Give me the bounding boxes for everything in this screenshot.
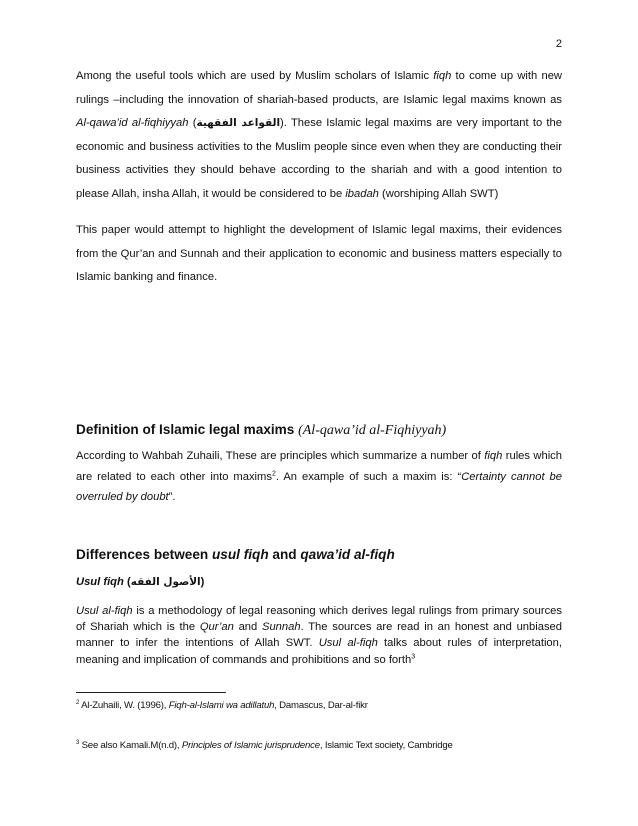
footnote-title: Principles of Islamic jurisprudence <box>181 740 320 751</box>
text-run: and <box>233 621 262 634</box>
footnote-number: 3 <box>76 739 80 746</box>
text-run: See also Kamali.M(n.d), <box>79 740 182 751</box>
text-run: , Damascus, Dar-al-fikr <box>274 700 368 711</box>
term-usul-al-fiqh: Usul al-fiqh <box>76 605 133 617</box>
text-run: , Islamic Text society, Cambridge <box>319 740 453 751</box>
term-sunnah: Sunnah <box>262 621 301 634</box>
footnote-2 <box>76 699 562 712</box>
heading-text: Differences between <box>76 547 212 562</box>
heading-term: (Al-qawa’id al-Fiqhiyyah) <box>298 423 447 438</box>
subheading-text: Usul fiqh <box>76 576 124 588</box>
footnote-number: 2 <box>76 699 80 706</box>
text-run: According to Wahbah Zuhaili, These are principles which summarize a number of <box>76 450 485 462</box>
text-run: talks about rules of interpretation, meaning and implication of commands and prohibitions and so forth <box>76 637 562 666</box>
footnote-title: Fiqh-al-Islami wa adillatuh <box>168 700 275 711</box>
text-run: . The sources are read in an honest and unbiased manner to infer the intentions of Allah SWT. <box>76 621 562 650</box>
text-run: ”. <box>168 491 176 503</box>
footnote-ref-2[interactable]: 2 <box>271 469 276 477</box>
text-run: ). These Islamic legal maxims are very important to the economic and business activities to the Muslim people since even when they are conducting their business activities they should behave according to the shariah and with a good intention to please Allah, insha Allah, it would be considered to be <box>76 117 562 200</box>
heading-text: Definition of Islamic legal maxims <box>76 422 299 437</box>
term-quran: Qur’an <box>199 621 234 634</box>
term-al-qawaid: Al-qawa’id al-fiqhiyyah <box>76 117 189 130</box>
text-run: Al-Zuhaili, W. (1996), <box>79 700 169 711</box>
definition-paragraph <box>76 446 562 508</box>
heading-term-qawaid: qawa’id al-fiqh <box>300 547 395 562</box>
differences-heading <box>76 546 562 564</box>
term-fiqh: fiqh <box>433 70 452 82</box>
maxim-example: Certainty cannot be overruled by doubt <box>76 470 562 503</box>
heading-text: and <box>268 547 301 562</box>
subheading-text: ) <box>200 576 205 588</box>
arabic-term: الأصول الفقه <box>130 576 201 588</box>
text-run: to come up with new rulings –including the innovation of shariah-based products, are Islamic legal maxims known as <box>76 70 562 106</box>
footnote-separator <box>76 692 226 693</box>
text-run: ( <box>188 117 197 130</box>
term-usul-al-fiqh: Usul al-fiqh <box>318 637 378 650</box>
term-fiqh: fiqh <box>484 450 503 462</box>
arabic-term: القواعد الفقهية <box>196 117 281 130</box>
heading-term-usul: usul fiqh <box>211 547 269 562</box>
text-run: (worshiping Allah SWT) <box>378 187 499 200</box>
intro-paragraph-2: This paper would attempt to highlight the development of Islamic legal maxims, their evidences from the Qur’an and Sunnah and their application to economic and business matters especially to Islamic banking and finance. <box>76 224 562 284</box>
page-number: 2 <box>555 38 562 50</box>
usul-fiqh-subheading <box>76 574 562 590</box>
footnote-3 <box>76 739 562 752</box>
footnote-ref-3[interactable]: 3 <box>411 652 416 660</box>
definition-heading <box>76 421 562 440</box>
usul-fiqh-paragraph <box>76 603 562 668</box>
text-run: rules which are related to each other into maxims <box>76 450 562 483</box>
term-ibadah: ibadah <box>345 187 379 200</box>
text-run: Among the useful tools which are used by Muslim scholars of Islamic <box>76 70 434 82</box>
text-run: . An example of such a maxim is: “ <box>275 470 462 483</box>
subheading-text: ( <box>123 576 131 588</box>
intro-paragraph-1 <box>76 65 562 207</box>
text-run: is a methodology of legal reasoning which derives legal rulings from primary sources of Shariah which is the <box>76 605 562 634</box>
